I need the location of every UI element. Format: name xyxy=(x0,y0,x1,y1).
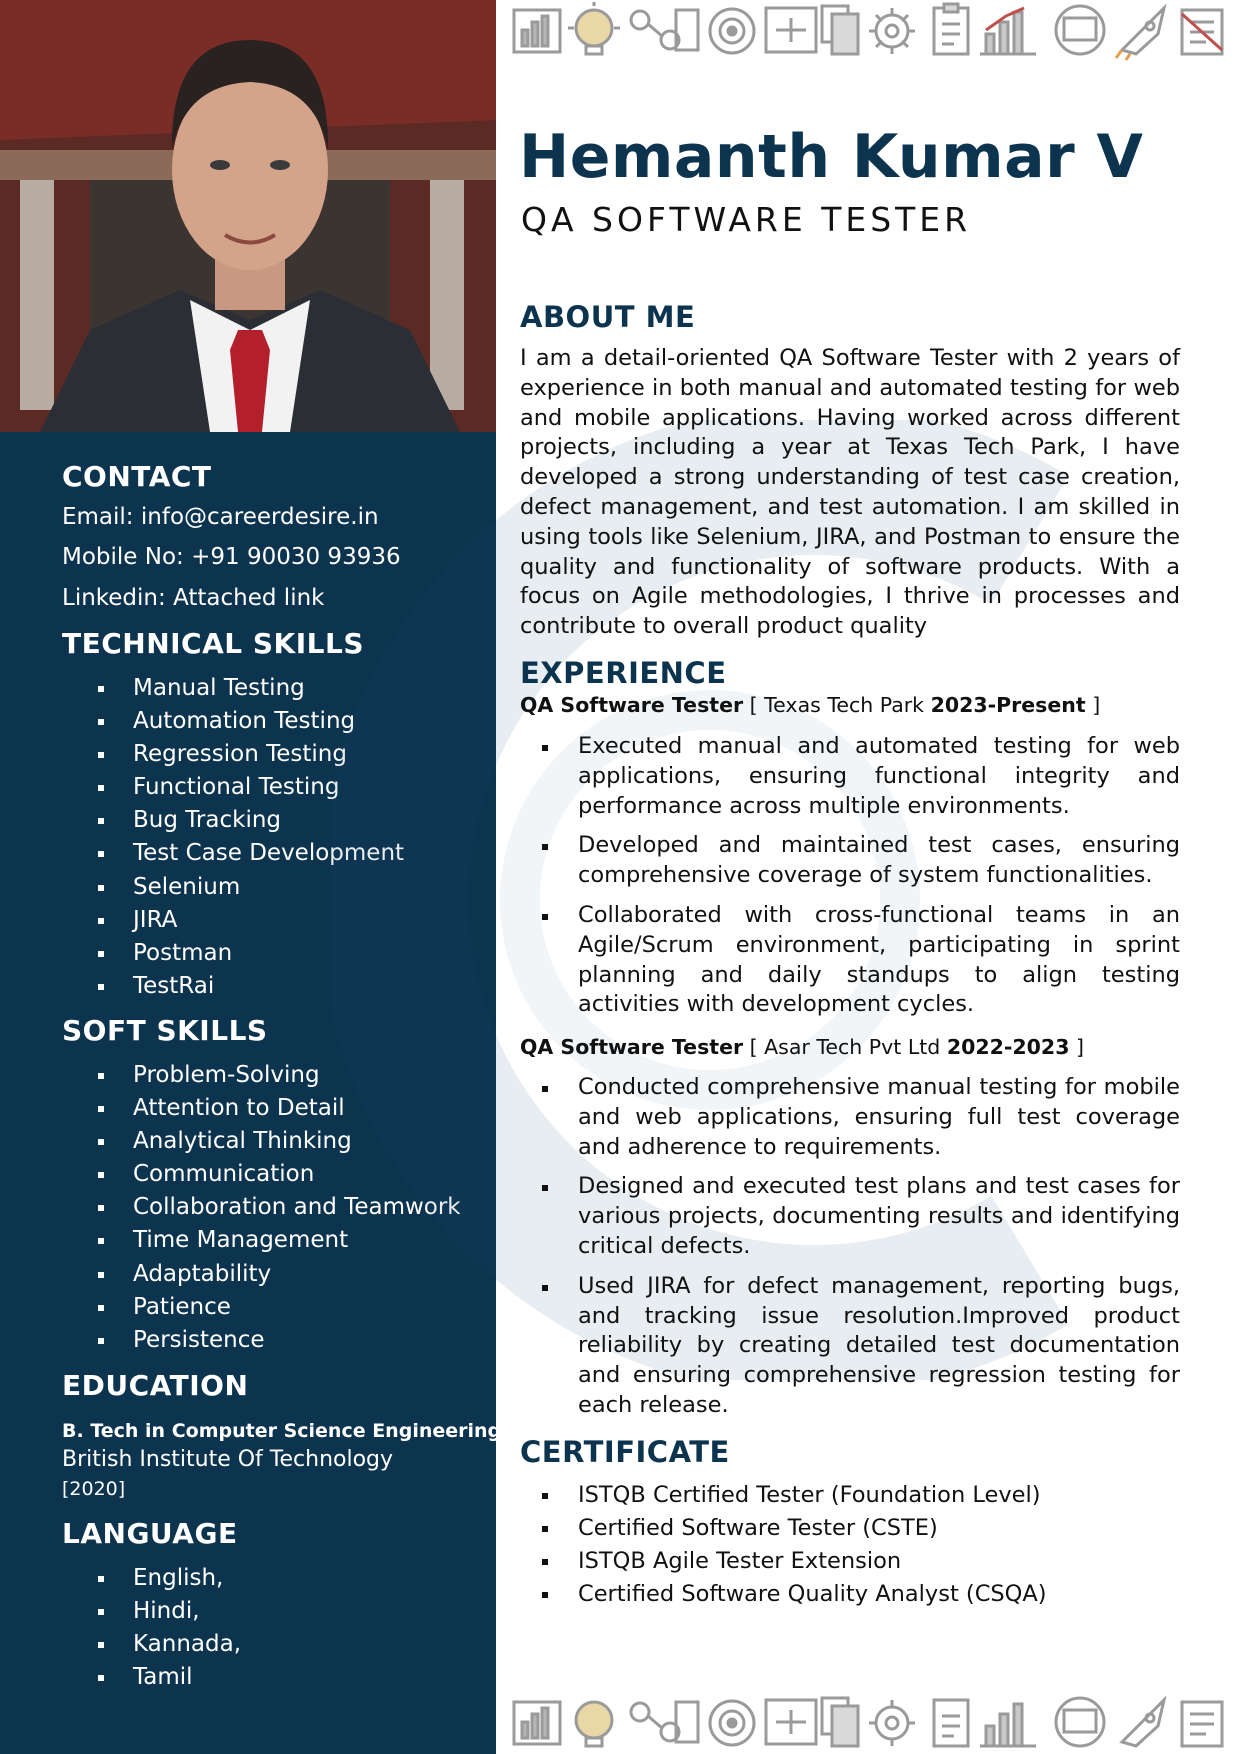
list-item: Communication xyxy=(62,1158,461,1191)
list-item: Conducted comprehensive manual testing for mobile and web applications, ensuring full test coverage and adherence to requirements. xyxy=(520,1073,1180,1162)
email-link[interactable]: info@careerdesire.in xyxy=(140,504,379,530)
documents-icon xyxy=(822,6,858,54)
list-item: Collaboration and Teamwork xyxy=(62,1191,461,1224)
monitor-icon xyxy=(1056,1698,1104,1746)
notepad-icon xyxy=(1182,10,1222,54)
list-item: Adaptability xyxy=(62,1258,461,1291)
bracket-open: [ xyxy=(743,693,765,717)
list-item: Automation Testing xyxy=(62,705,404,738)
list-item: Collaborated with cross-functional teams in an Agile/Scrum environment, participating in sprint planning and daily standups to align testing activities with development cycles. xyxy=(520,901,1180,1020)
lightbulb-icon xyxy=(568,2,620,54)
sidebar xyxy=(0,0,502,1754)
job-role: QA Software Tester xyxy=(520,693,744,717)
education-school: British Institute Of Technology xyxy=(62,1447,394,1472)
gear-icon xyxy=(869,8,915,54)
technical-skills-list xyxy=(62,672,404,1003)
job-2-bullets xyxy=(520,1073,1180,1431)
list-item: Kannada, xyxy=(62,1628,241,1661)
certificate-heading: CERTIFICATE xyxy=(520,1435,730,1469)
documents-icon xyxy=(822,1698,858,1746)
bar-chart-icon xyxy=(980,8,1036,54)
contact-email xyxy=(62,504,379,530)
notepad-icon xyxy=(1182,1702,1222,1746)
bracket-close: ] xyxy=(1069,1035,1084,1059)
monitor-icon xyxy=(1056,6,1104,54)
bracket-close: ] xyxy=(1085,693,1101,717)
lightbulb-icon xyxy=(576,1702,612,1746)
list-item: Test Case Development xyxy=(62,837,404,870)
bar-chart-icon xyxy=(980,1704,1036,1746)
analytics-icon xyxy=(514,1702,560,1744)
list-item: Hindi, xyxy=(62,1595,241,1628)
contact-linkedin xyxy=(62,585,324,611)
workflow-icon xyxy=(631,1702,698,1742)
target-icon xyxy=(710,9,754,53)
soft-skills-heading: SOFT SKILLS xyxy=(62,1014,268,1047)
list-item: Regression Testing xyxy=(62,738,404,771)
language-heading: LANGUAGE xyxy=(62,1517,238,1550)
rocket-icon xyxy=(1122,1700,1164,1746)
clipboard-icon xyxy=(934,4,968,54)
analytics-icon xyxy=(514,10,560,52)
list-item: Problem-Solving xyxy=(62,1059,461,1092)
list-item: Postman xyxy=(62,937,404,970)
about-heading: ABOUT ME xyxy=(520,300,696,334)
certificate-list xyxy=(520,1479,1047,1611)
linkedin-link[interactable]: Attached link xyxy=(173,585,325,611)
workflow-icon xyxy=(631,10,698,50)
list-item: Selenium xyxy=(62,871,404,904)
list-item: ISTQB Agile Tester Extension xyxy=(520,1545,1047,1578)
job-title-2 xyxy=(520,1035,1084,1059)
list-item: Bug Tracking xyxy=(62,804,404,837)
decorative-icon-strip-top xyxy=(510,0,1241,62)
list-item: Developed and maintained test cases, ensuring comprehensive coverage of system functionalities. xyxy=(520,831,1180,891)
list-item: Manual Testing xyxy=(62,672,404,705)
flowchart-icon xyxy=(766,8,816,52)
list-item: Patience xyxy=(62,1291,461,1324)
list-item: Used JIRA for defect management, reporting bugs, and tracking issue resolution.Improved product reliability by creating detailed test documentation and ensuring comprehensive regression testing for each release. xyxy=(520,1272,1180,1421)
bracket-open: [ xyxy=(743,1035,765,1059)
clipboard-icon xyxy=(934,1700,968,1746)
list-item: Certified Software Tester (CSTE) xyxy=(520,1512,1047,1545)
language-list xyxy=(62,1562,241,1694)
email-label: Email: xyxy=(62,504,134,530)
list-item: Persistence xyxy=(62,1324,461,1357)
education-year: [2020] xyxy=(62,1478,126,1500)
technical-skills-heading: TECHNICAL SKILLS xyxy=(62,627,364,660)
experience-heading: EXPERIENCE xyxy=(520,656,727,690)
mobile-number: +91 90030 93936 xyxy=(191,544,401,570)
education-degree: B. Tech in Computer Science Engineering xyxy=(62,1420,502,1442)
list-item: Certified Software Quality Analyst (CSQA) xyxy=(520,1578,1047,1611)
decorative-icon-strip-bottom xyxy=(510,1692,1241,1754)
job-role: QA Software Tester xyxy=(520,1035,744,1059)
gear-icon xyxy=(869,1700,915,1746)
job-period: 2023-Present xyxy=(930,693,1086,717)
job-title-1 xyxy=(520,693,1100,717)
candidate-role: QA SOFTWARE TESTER xyxy=(521,200,972,239)
rocket-icon xyxy=(1116,8,1164,60)
list-item: ISTQB Certified Tester (Foundation Level) xyxy=(520,1479,1047,1512)
flowchart-icon xyxy=(766,1700,816,1744)
list-item: English, xyxy=(62,1562,241,1595)
list-item: Analytical Thinking xyxy=(62,1125,461,1158)
list-item: Attention to Detail xyxy=(62,1092,461,1125)
contact-mobile xyxy=(62,544,401,570)
job-company: Asar Tech Pvt Ltd xyxy=(764,1035,941,1059)
list-item: JIRA xyxy=(62,904,404,937)
education-heading: EDUCATION xyxy=(62,1369,249,1402)
candidate-name: Hemanth Kumar V xyxy=(519,122,1144,192)
job-1-bullets xyxy=(520,732,1180,1030)
target-icon xyxy=(710,1701,754,1745)
mobile-label: Mobile No: xyxy=(62,544,184,570)
contact-heading: CONTACT xyxy=(62,460,212,493)
job-company: Texas Tech Park xyxy=(764,693,931,717)
list-item: Functional Testing xyxy=(62,771,404,804)
list-item: TestRai xyxy=(62,970,404,1003)
list-item: Time Management xyxy=(62,1224,461,1257)
soft-skills-list xyxy=(62,1059,461,1357)
list-item: Executed manual and automated testing for web applications, ensuring functional integrity and performance across multiple environments. xyxy=(520,732,1180,821)
job-period: 2022-2023 xyxy=(946,1035,1070,1059)
list-item: Tamil xyxy=(62,1661,241,1694)
about-text: I am a detail-oriented QA Software Tester with 2 years of experience in both manual and automated testing for web and mobile applications. Having worked across different projects, including a year at Texas Tech Park, I have developed a strong understanding of test case creation, defect management, and test automation. I am skilled in using tools like Selenium, JIRA, and Postman to ensure the quality and functionality of software products. With a focus on Agile methodologies, I thrive in processes and contribute to overall product quality xyxy=(520,345,1180,640)
profile-photo xyxy=(0,0,496,432)
linkedin-label: Linkedin: xyxy=(62,585,166,611)
list-item: Designed and executed test plans and test cases for various projects, documenting results and identifying critical defects. xyxy=(520,1172,1180,1261)
